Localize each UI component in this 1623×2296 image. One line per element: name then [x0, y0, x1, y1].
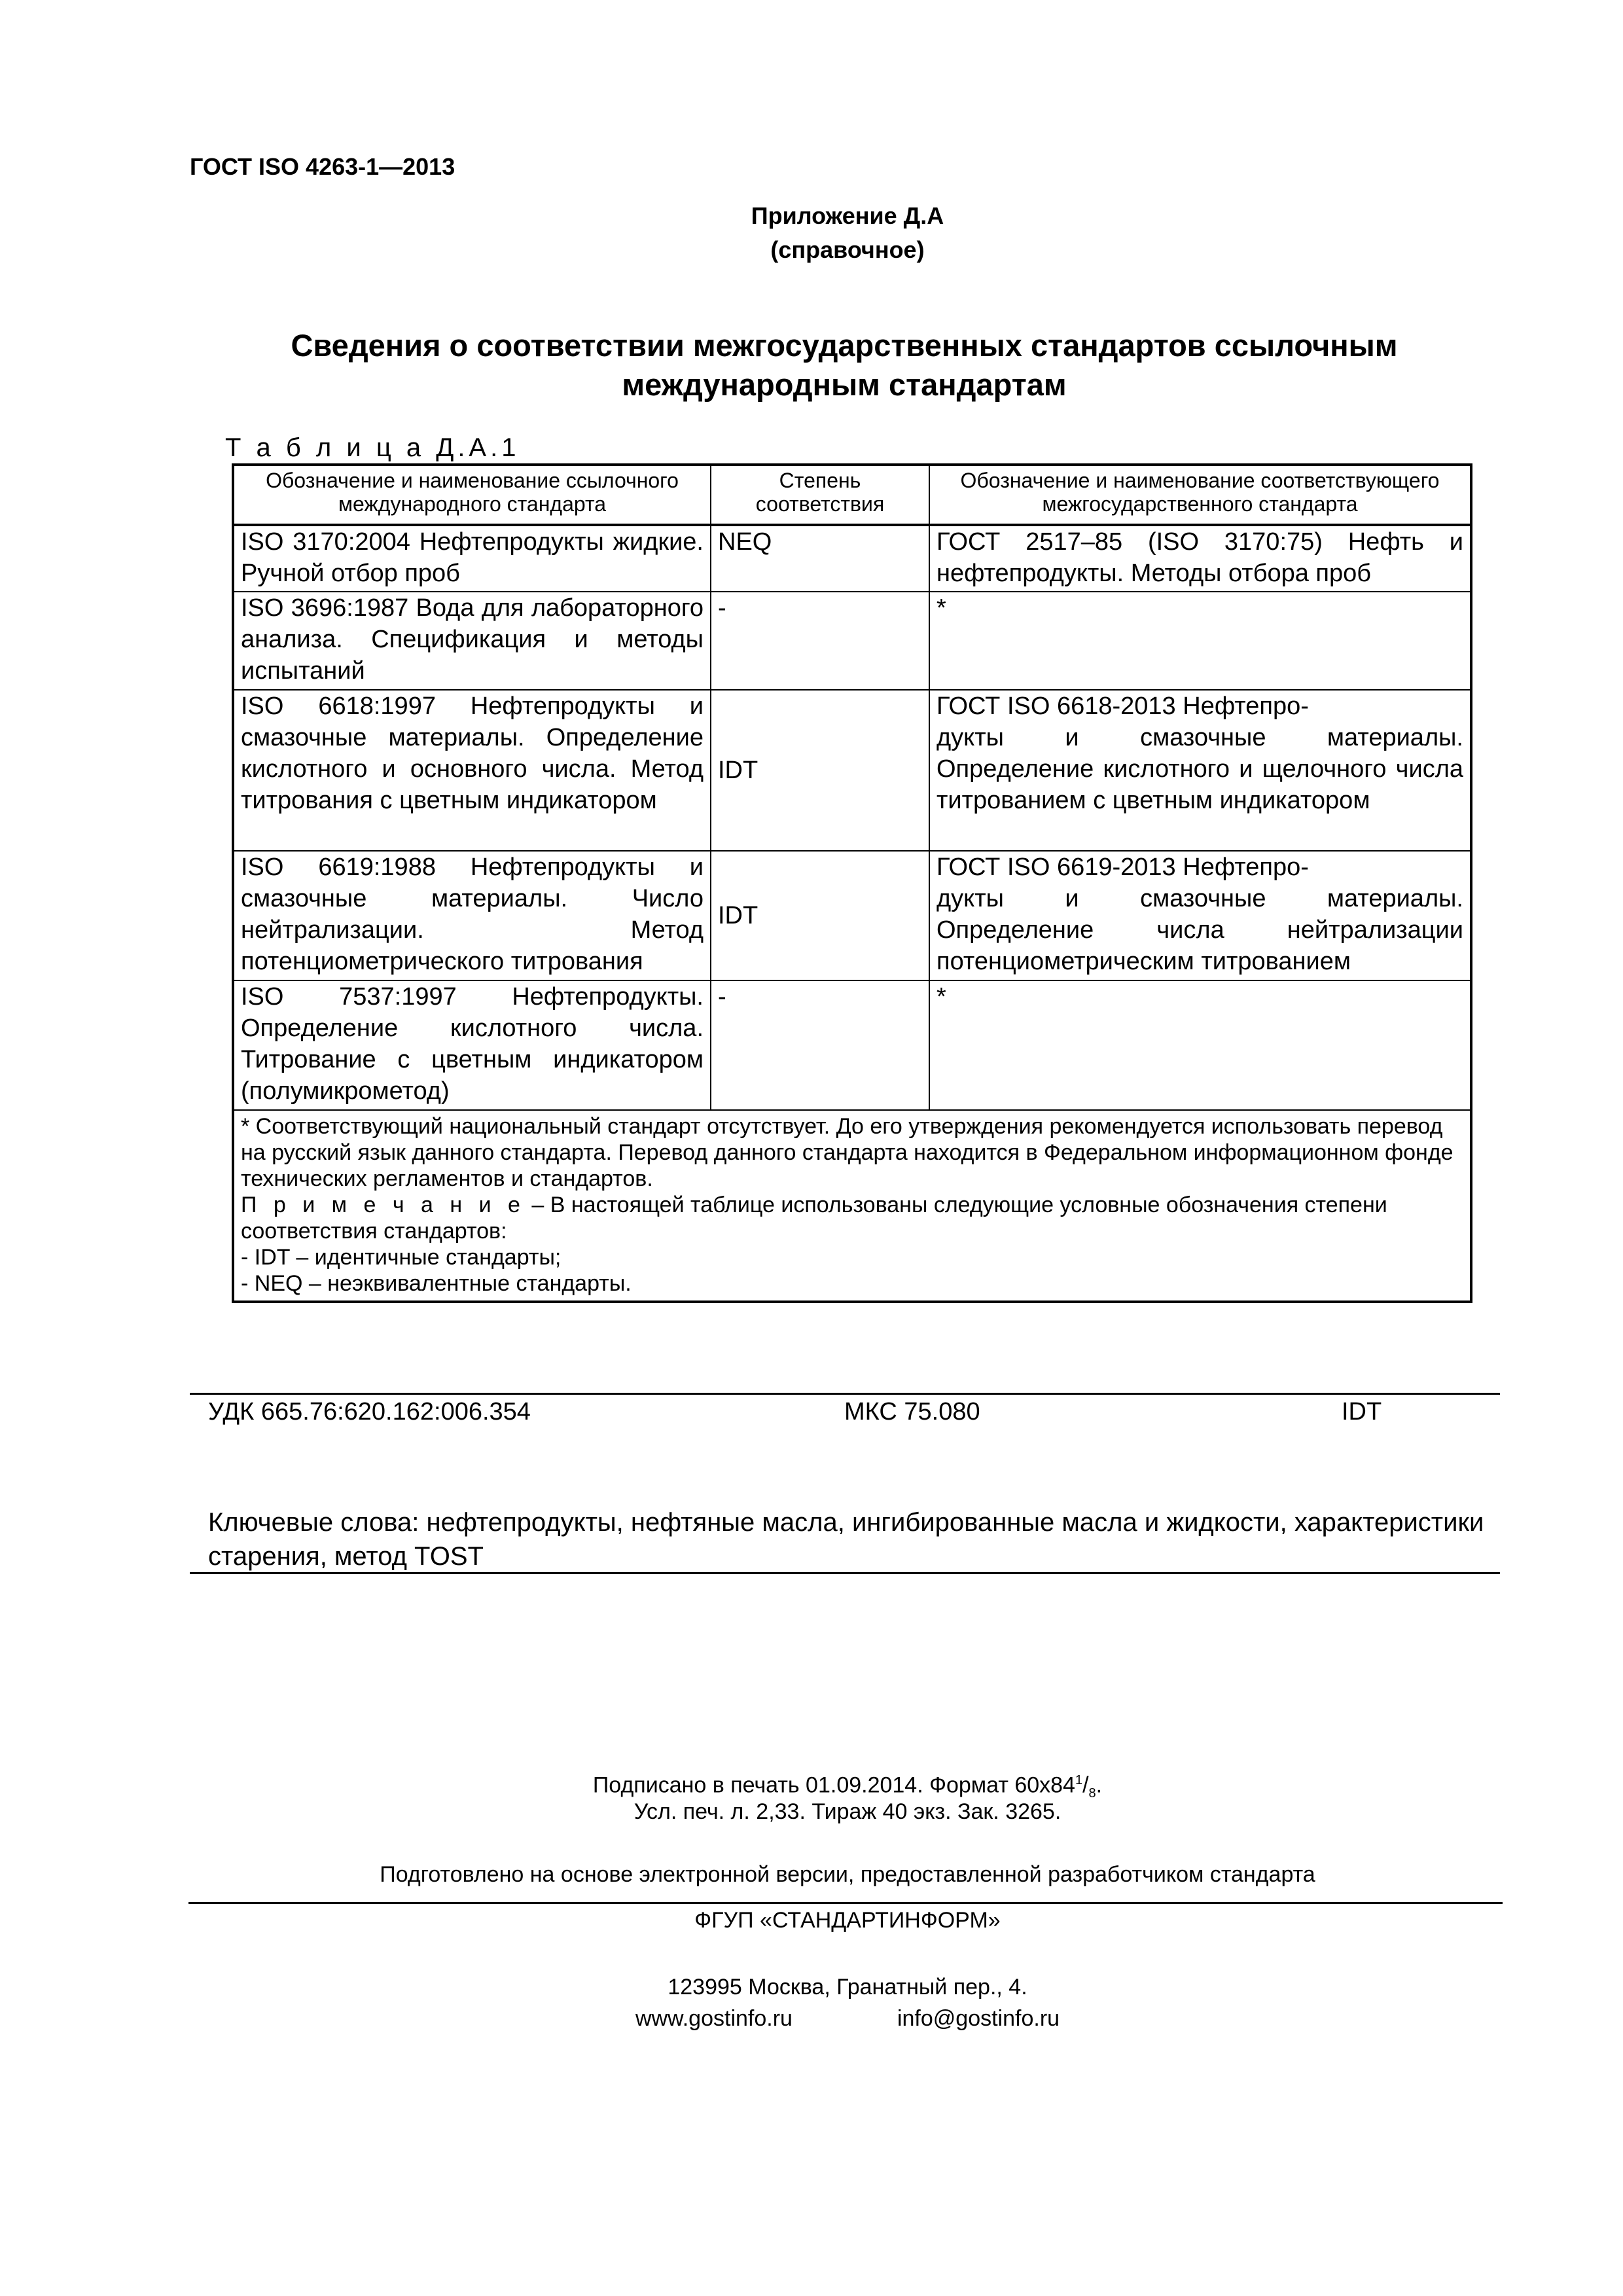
keywords: Ключевые слова: нефтепродукты, нефтяные масла, ингибированные масла и жидкости, характеристики старения, метод TOST — [208, 1508, 1484, 1571]
cell-international: ISO 3696:1987 Вода для лабораторного анализа. Спецификация и методы испытаний — [233, 592, 711, 690]
section-title — [190, 326, 1499, 404]
table-row — [233, 592, 1471, 690]
cell-national — [929, 690, 1471, 851]
format-denominator: 8 — [1088, 1786, 1096, 1801]
publisher-links — [0, 2003, 1623, 2034]
footnote: * Соответствующий национальный стандарт отсутствует. До его утверждения рекомендуется использовать перевод на русский язык данного стандарта. Перевод данного стандарта находится в Федеральном информационном фонде технических регламентов и стандартов. — [241, 1114, 1454, 1191]
classification-top-rule — [190, 1393, 1500, 1395]
cell-degree: IDT — [711, 851, 929, 980]
note-label: П р и м е ч а н и е — [241, 1193, 526, 1217]
header-international-standard: Обозначение и наименование ссылочного международного стандарта — [233, 465, 711, 525]
mks-code: МКС 75.080 — [844, 1398, 980, 1426]
imprint-prepared: Подготовлено на основе электронной версии, предоставленной разработчиком стандарта — [380, 1862, 1315, 1887]
publisher-name: ФГУП «СТАНДАРТИНФОРМ» — [694, 1908, 1001, 1933]
note-idt: - IDT – идентичные стандарты; — [241, 1245, 562, 1270]
website-link[interactable]: www.gostinfo.ru — [635, 2006, 793, 2031]
imprint-print-info: Усл. печ. л. 2,33. Тираж 40 экз. Зак. 3265. — [633, 1799, 1061, 1824]
header-degree: Степень соответствия — [711, 465, 929, 525]
table-header-row — [233, 465, 1471, 525]
section-title-line2: международным стандартам — [622, 367, 1067, 402]
cell-national — [929, 851, 1471, 980]
document-code: ГОСТ ISO 4263-1—2013 — [190, 153, 455, 180]
cell-national: * — [929, 592, 1471, 690]
table-row — [233, 690, 1471, 851]
cell-national-rest: дукты и смазочные материалы. Определение числа нейтрализации потенциометрическим титрованием — [936, 885, 1463, 975]
cell-national: ГОСТ 2517–85 (ISO 3170:75) Нефть и нефтепродукты. Методы отбора проб — [929, 525, 1471, 592]
cell-degree: IDT — [711, 690, 929, 851]
correspondence-table — [232, 463, 1472, 1303]
table-notes — [233, 1110, 1471, 1302]
cell-degree: - — [711, 980, 929, 1110]
note — [241, 1192, 1463, 1244]
publisher-address: 123995 Москва, Гранатный пер., 4. — [668, 1975, 1027, 2000]
cell-degree: - — [711, 592, 929, 690]
cell-international: ISO 6619:1988 Нефтепродукты и смазочные материалы. Число нейтрализации. Метод потенциометрического титрования — [233, 851, 711, 980]
appendix-heading — [0, 199, 1623, 267]
publisher-rule — [188, 1902, 1503, 1904]
cell-national: * — [929, 980, 1471, 1110]
section-title-line1: Сведения о соответствии межгосударственных стандартов ссылочным — [291, 328, 1398, 363]
cell-degree: NEQ — [711, 525, 929, 592]
cell-international: ISO 3170:2004 Нефтепродукты жидкие. Ручной отбор проб — [233, 525, 711, 592]
correspondence-degree: IDT — [1342, 1398, 1382, 1426]
table-row — [233, 525, 1471, 592]
email-link[interactable]: info@gostinfo.ru — [897, 2006, 1060, 2031]
keywords-bottom-rule — [190, 1572, 1500, 1574]
table-row — [233, 980, 1471, 1110]
cell-national-rest: дукты и смазочные материалы. Определение кислотного и щелочного числа титрованием с цветным индикатором — [936, 724, 1463, 814]
note-text: – В настоящей таблице использованы следующие условные обозначения степени соответствия стандартов: — [241, 1193, 1387, 1244]
table-notes-row — [233, 1110, 1471, 1302]
cell-international: ISO 6618:1997 Нефтепродукты и смазочные материалы. Определение кислотного и основного числа. Метод титрования с цветным индикатором — [233, 690, 711, 851]
cell-international: ISO 7537:1997 Нефтепродукты. Определение кислотного числа. Титрование с цветным индикатором (полумикрометод) — [233, 980, 711, 1110]
udk-code: УДК 665.76:620.162:006.354 — [208, 1398, 531, 1426]
table-row — [233, 851, 1471, 980]
note-neq: - NEQ – неэквивалентные стандарты. — [241, 1271, 632, 1296]
table-caption: Т а б л и ц а Д.А.1 — [225, 433, 520, 462]
publisher-contacts — [0, 1971, 1623, 2034]
imprint-signed: Подписано в печать 01.09.2014. Формат $60х84^1/_8$. — [592, 1772, 1103, 1801]
header-national-standard: Обозначение и наименование соответствующего межгосударственного стандарта — [929, 465, 1471, 525]
format-numerator: 1 — [1075, 1773, 1083, 1787]
appendix-label: Приложение Д.А — [751, 202, 944, 229]
cell-national-first-line: ГОСТ ISO 6618-2013 Нефтепро- — [936, 692, 1309, 720]
appendix-type: (справочное) — [770, 236, 925, 263]
imprint-signed-text: Подписано в печать 01.09.2014. Формат 60х84 — [592, 1772, 1075, 1798]
cell-national-first-line: ГОСТ ISO 6619-2013 Нефтепро- — [936, 853, 1309, 881]
